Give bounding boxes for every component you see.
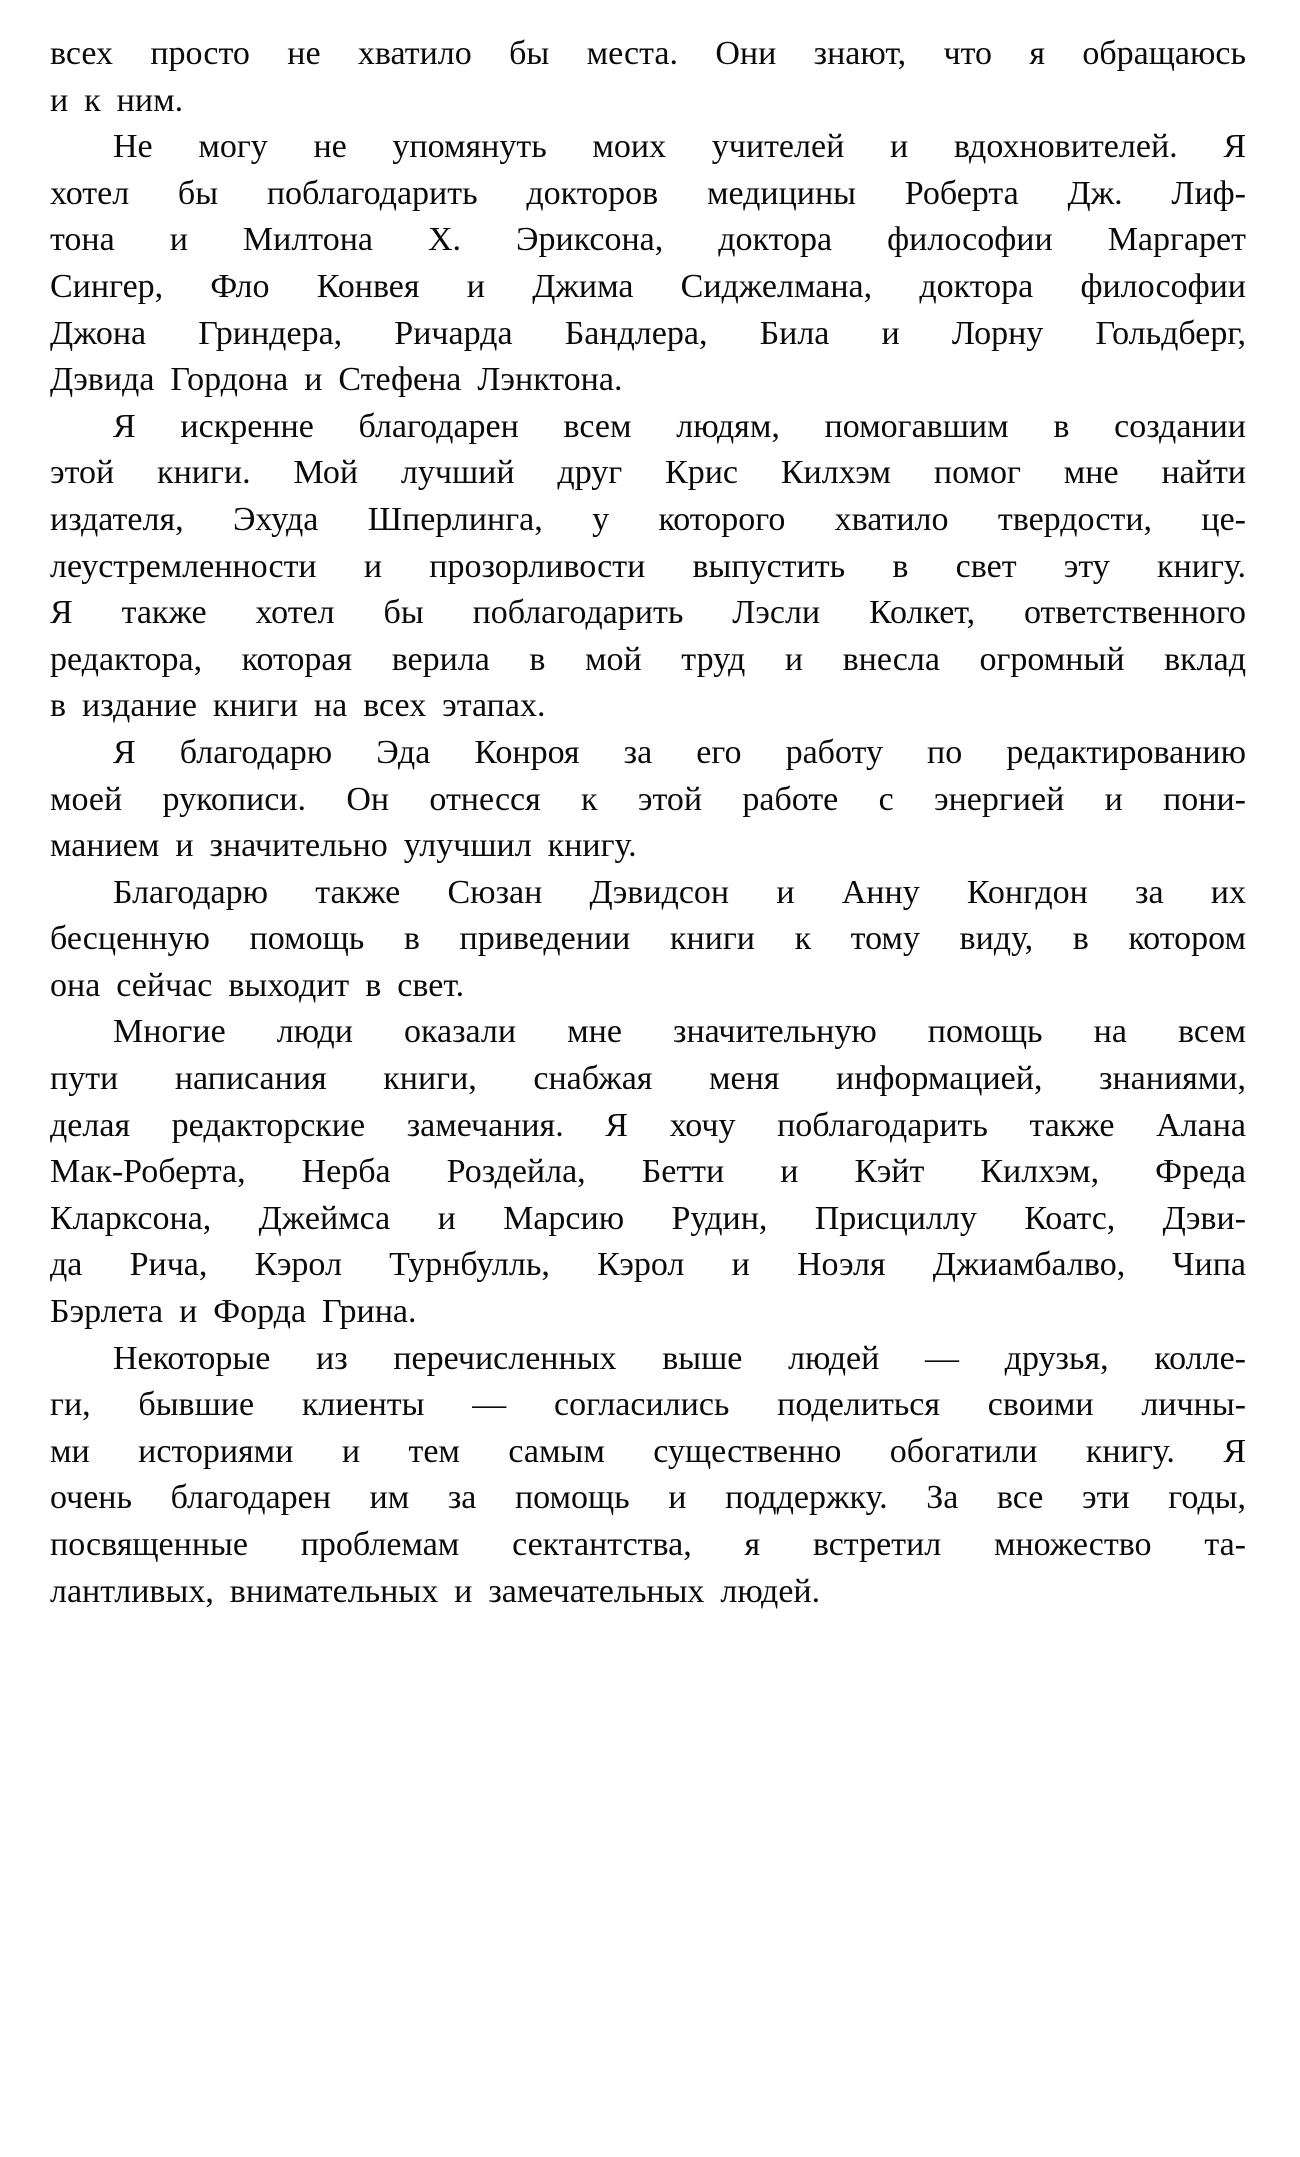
text-line: Дэвида Гордона и Стефена Лэнктона. [50,361,623,399]
text-line: в издание книги на всех этапах. [50,687,546,725]
text-line: Я также хотел бы поблагодарить Лэсли Колкет, ответственного [50,594,1246,632]
text-line: Благодарю также Сюзан Дэвидсон и Анну Конгдон за их [113,873,1246,911]
text-line: она сейчас выходит в свет. [50,966,465,1004]
text-line: Некоторые из перечисленных выше людей — друзья, колле- [113,1339,1246,1377]
text-line: ми историями и тем самым существенно обогатили книгу. Я [50,1432,1246,1470]
text-line: Не могу не упомянуть моих учителей и вдохновителей. Я [113,128,1246,166]
text-line: очень благодарен им за помощь и поддержку. За все эти годы, [50,1479,1246,1517]
page-text-block [50,31,1246,1615]
text-line: да Рича, Кэрол Турнбулль, Кэрол и Ноэля Джиамбалво, Чипа [50,1246,1246,1284]
text-line: Мак-Роберта, Нерба Роздейла, Бетти и Кэйт Килхэм, Фреда [50,1153,1246,1191]
text-line: Джона Гриндера, Ричарда Бандлера, Била и Лорну Гольдберг, [50,314,1246,352]
text-line: издателя, Эхуда Шперлинга, у которого хватило твердости, це- [50,500,1246,538]
text-line: моей рукописи. Он отнесся к этой работе с энергией и пони- [50,780,1246,818]
text-line: Сингер, Фло Конвея и Джима Сиджелмана, доктора философии [50,267,1246,305]
text-line: Я искренне благодарен всем людям, помогавшим в создании [113,407,1246,445]
text-line: пути написания книги, снабжая меня информацией, знаниями, [50,1060,1246,1098]
text-line: лантливых, внимательных и замечательных людей. [50,1572,821,1610]
text-line: Многие люди оказали мне значительную помощь на всем [113,1013,1246,1051]
text-line: манием и значительно улучшил книгу. [50,827,637,865]
text-line: ги, бывшие клиенты — согласились поделиться своими личны- [50,1386,1246,1424]
text-line: Я благодарю Эда Конроя за его работу по редактированию [113,733,1246,771]
text-line: хотел бы поблагодарить докторов медицины Роберта Дж. Лиф- [50,174,1246,212]
text-line: посвященные проблемам сектантства, я встретил множество та- [50,1526,1246,1563]
text-line: Бэрлета и Форда Грина. [50,1293,417,1331]
text-line: редактора, которая верила в мой труд и внесла огромный вклад [50,640,1246,678]
text-line: леустремленности и прозорливости выпустить в свет эту книгу. [50,547,1246,585]
text-line: тона и Милтона Х. Эриксона, доктора философии Маргарет [50,221,1246,259]
text-line: делая редакторские замечания. Я хочу поблагодарить также Алана [50,1106,1246,1144]
text-line: и к ним. [50,81,184,119]
text-line: Кларксона, Джеймса и Марсию Рудин, Присциллу Коатс, Дэви- [50,1199,1246,1237]
text-line: всех просто не хватило бы места. Они знают, что я обращаюсь [50,35,1246,72]
text-line: этой книги. Мой лучший друг Крис Килхэм помог мне найти [50,454,1246,492]
text-line: бесценную помощь в приведении книги к тому виду, в котором [50,920,1246,958]
